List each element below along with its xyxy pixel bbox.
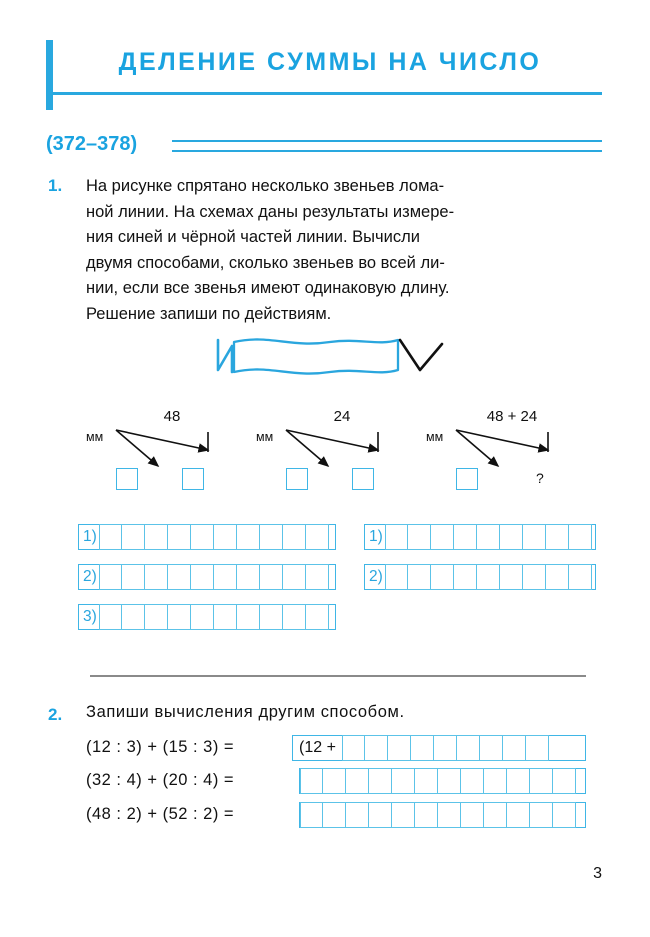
answer-cell[interactable] — [369, 802, 392, 828]
task-1-line: Решение запиши по действиям. — [86, 304, 332, 323]
answer-cell[interactable] — [392, 768, 415, 794]
answer-cell[interactable] — [145, 524, 168, 550]
answer-cell[interactable] — [191, 604, 214, 630]
answer-cell[interactable] — [461, 802, 484, 828]
header-accent-bar — [46, 40, 53, 110]
answer-cells[interactable] — [300, 802, 576, 828]
task-1-number: 1. — [48, 176, 63, 195]
diagram-top-label: 24 — [333, 408, 351, 425]
measurement-diagrams — [78, 408, 578, 498]
answer-cell[interactable] — [507, 768, 530, 794]
diagram-answer-box-left[interactable] — [286, 468, 308, 490]
answer-cell[interactable] — [385, 524, 408, 550]
diagram-top-label: 48 — [163, 408, 181, 425]
answer-row-left-1[interactable] — [78, 524, 336, 550]
diagram-unit-label: мм — [256, 430, 274, 444]
exercise-range-label: (372–378) — [46, 133, 138, 155]
task-1-line: двумя способами, сколько звеньев во всей ли- — [86, 253, 445, 272]
task-2-answer-row-3[interactable] — [299, 802, 586, 828]
answer-cell[interactable] — [365, 735, 388, 761]
task-2-prefill-1: (12 + — [299, 739, 336, 756]
answer-cell[interactable] — [191, 524, 214, 550]
answer-cell[interactable] — [369, 768, 392, 794]
answer-cell[interactable] — [306, 524, 329, 550]
task-2-answer-row-1[interactable] — [292, 735, 586, 761]
answer-cells[interactable] — [300, 768, 576, 794]
answer-cell[interactable] — [283, 604, 306, 630]
page-title: ДЕЛЕНИЕ СУММЫ НА ЧИСЛО — [118, 48, 542, 76]
answer-cell[interactable] — [415, 802, 438, 828]
answer-cell[interactable] — [306, 564, 329, 590]
answer-cell[interactable] — [569, 524, 592, 550]
answer-cell[interactable] — [438, 768, 461, 794]
answer-cell[interactable] — [237, 604, 260, 630]
answer-cell[interactable] — [99, 604, 122, 630]
answer-cell[interactable] — [484, 802, 507, 828]
answer-cell[interactable] — [99, 524, 122, 550]
diagram-answer-box-left[interactable] — [116, 468, 138, 490]
answer-cell[interactable] — [484, 768, 507, 794]
answer-cell[interactable] — [388, 735, 411, 761]
answer-cell[interactable] — [214, 564, 237, 590]
answer-cell[interactable] — [454, 524, 477, 550]
answer-cell[interactable] — [523, 524, 546, 550]
answer-cell[interactable] — [500, 564, 523, 590]
answer-cell[interactable] — [122, 524, 145, 550]
task-2-expression-1: (12 : 3) + (15 : 3) = — [86, 738, 235, 756]
diagram-black-part — [256, 408, 416, 498]
task-1-line: нии, если все звенья имеют одинаковую длину. — [86, 279, 450, 297]
answer-cell[interactable] — [300, 802, 323, 828]
answer-cell[interactable] — [122, 564, 145, 590]
answer-cell[interactable] — [523, 564, 546, 590]
task-1-text — [86, 174, 586, 327]
answer-cell[interactable] — [168, 524, 191, 550]
diagram-unit-label: мм — [86, 430, 104, 444]
answer-cells[interactable] — [385, 564, 592, 590]
answer-cell[interactable] — [457, 735, 480, 761]
diagram-answer-box-right[interactable] — [182, 468, 204, 490]
answer-row-left-3[interactable] — [78, 604, 336, 630]
answer-cell[interactable] — [569, 564, 592, 590]
answer-cell[interactable] — [283, 524, 306, 550]
answer-cell[interactable] — [346, 768, 369, 794]
answer-cells[interactable] — [99, 524, 329, 550]
answer-row-label: 2) — [83, 568, 97, 585]
answer-cell[interactable] — [168, 604, 191, 630]
answer-row-left-2[interactable] — [78, 564, 336, 590]
task-2-text: Запиши вычисления другим способом. — [86, 703, 405, 721]
answer-row-label: 2) — [369, 568, 383, 585]
diagram-question-mark: ? — [536, 470, 544, 486]
answer-cell[interactable] — [323, 768, 346, 794]
answer-cell[interactable] — [507, 802, 530, 828]
answer-cell[interactable] — [214, 524, 237, 550]
answer-cell[interactable] — [260, 524, 283, 550]
answer-cells[interactable] — [385, 524, 592, 550]
answer-cell[interactable] — [431, 524, 454, 550]
answer-cell[interactable] — [191, 564, 214, 590]
answer-cell[interactable] — [530, 768, 553, 794]
answer-cell[interactable] — [411, 735, 434, 761]
answer-cell[interactable] — [260, 564, 283, 590]
answer-cell[interactable] — [461, 768, 484, 794]
task-divider — [90, 675, 586, 677]
answer-cell[interactable] — [260, 604, 283, 630]
diagram-blue-part — [86, 408, 246, 498]
answer-cell[interactable] — [454, 564, 477, 590]
answer-cell[interactable] — [408, 524, 431, 550]
answer-cell[interactable] — [392, 802, 415, 828]
task-1-line: ной линии. На схемах даны результаты измере- — [86, 202, 455, 221]
diagram-unit-label: мм — [426, 430, 444, 444]
answer-cell[interactable] — [546, 524, 569, 550]
diagram-total — [426, 408, 586, 498]
task-2-expression-3: (48 : 2) + (52 : 2) = — [86, 805, 235, 823]
answer-cell[interactable] — [283, 564, 306, 590]
answer-cell[interactable] — [503, 735, 526, 761]
answer-cell[interactable] — [553, 768, 576, 794]
answer-cell[interactable] — [546, 564, 569, 590]
answer-cell[interactable] — [214, 604, 237, 630]
answer-cell[interactable] — [415, 768, 438, 794]
exercise-range-divider — [172, 140, 602, 152]
answer-row-right-2[interactable] — [364, 564, 596, 590]
answer-cell[interactable] — [99, 564, 122, 590]
answer-cell[interactable] — [530, 802, 553, 828]
task-2-number: 2. — [48, 705, 63, 724]
answer-cell[interactable] — [431, 564, 454, 590]
answer-cell[interactable] — [168, 564, 191, 590]
answer-cells[interactable] — [342, 735, 549, 761]
broken-line-figure — [210, 330, 460, 395]
task-2-expression-2: (32 : 4) + (20 : 4) = — [86, 771, 235, 789]
task-1-line: ния синей и чёрной частей линии. Вычисли — [86, 228, 420, 246]
answer-row-label: 3) — [83, 608, 97, 625]
answer-cell[interactable] — [342, 735, 365, 761]
answer-cell[interactable] — [408, 564, 431, 590]
answer-cells[interactable] — [99, 564, 329, 590]
page-number: 3 — [593, 865, 602, 882]
answer-cell[interactable] — [237, 564, 260, 590]
answer-cell[interactable] — [122, 604, 145, 630]
answer-cell[interactable] — [526, 735, 549, 761]
task-2-answer-row-2[interactable] — [299, 768, 586, 794]
answer-row-label: 1) — [83, 528, 97, 545]
answer-cell[interactable] — [480, 735, 503, 761]
title-divider — [46, 92, 602, 95]
diagram-answer-box-left[interactable] — [456, 468, 478, 490]
answer-cell[interactable] — [237, 524, 260, 550]
diagram-answer-box-right[interactable] — [352, 468, 374, 490]
answer-cell[interactable] — [385, 564, 408, 590]
answer-cell[interactable] — [477, 564, 500, 590]
answer-cell[interactable] — [306, 604, 329, 630]
task-1-line: На рисунке спрятано несколько звеньев лома- — [86, 177, 445, 195]
answer-cell[interactable] — [346, 802, 369, 828]
answer-cell[interactable] — [145, 604, 168, 630]
answer-cell[interactable] — [434, 735, 457, 761]
answer-cell[interactable] — [553, 802, 576, 828]
answer-cell[interactable] — [145, 564, 168, 590]
answer-cells[interactable] — [99, 604, 329, 630]
answer-cell[interactable] — [300, 768, 323, 794]
answer-row-right-1[interactable] — [364, 524, 596, 550]
answer-row-label: 1) — [369, 528, 383, 545]
answer-cell[interactable] — [323, 802, 346, 828]
diagram-top-label: 48 + 24 — [486, 408, 538, 425]
answer-cell[interactable] — [477, 524, 500, 550]
answer-cell[interactable] — [500, 524, 523, 550]
answer-cell[interactable] — [438, 802, 461, 828]
